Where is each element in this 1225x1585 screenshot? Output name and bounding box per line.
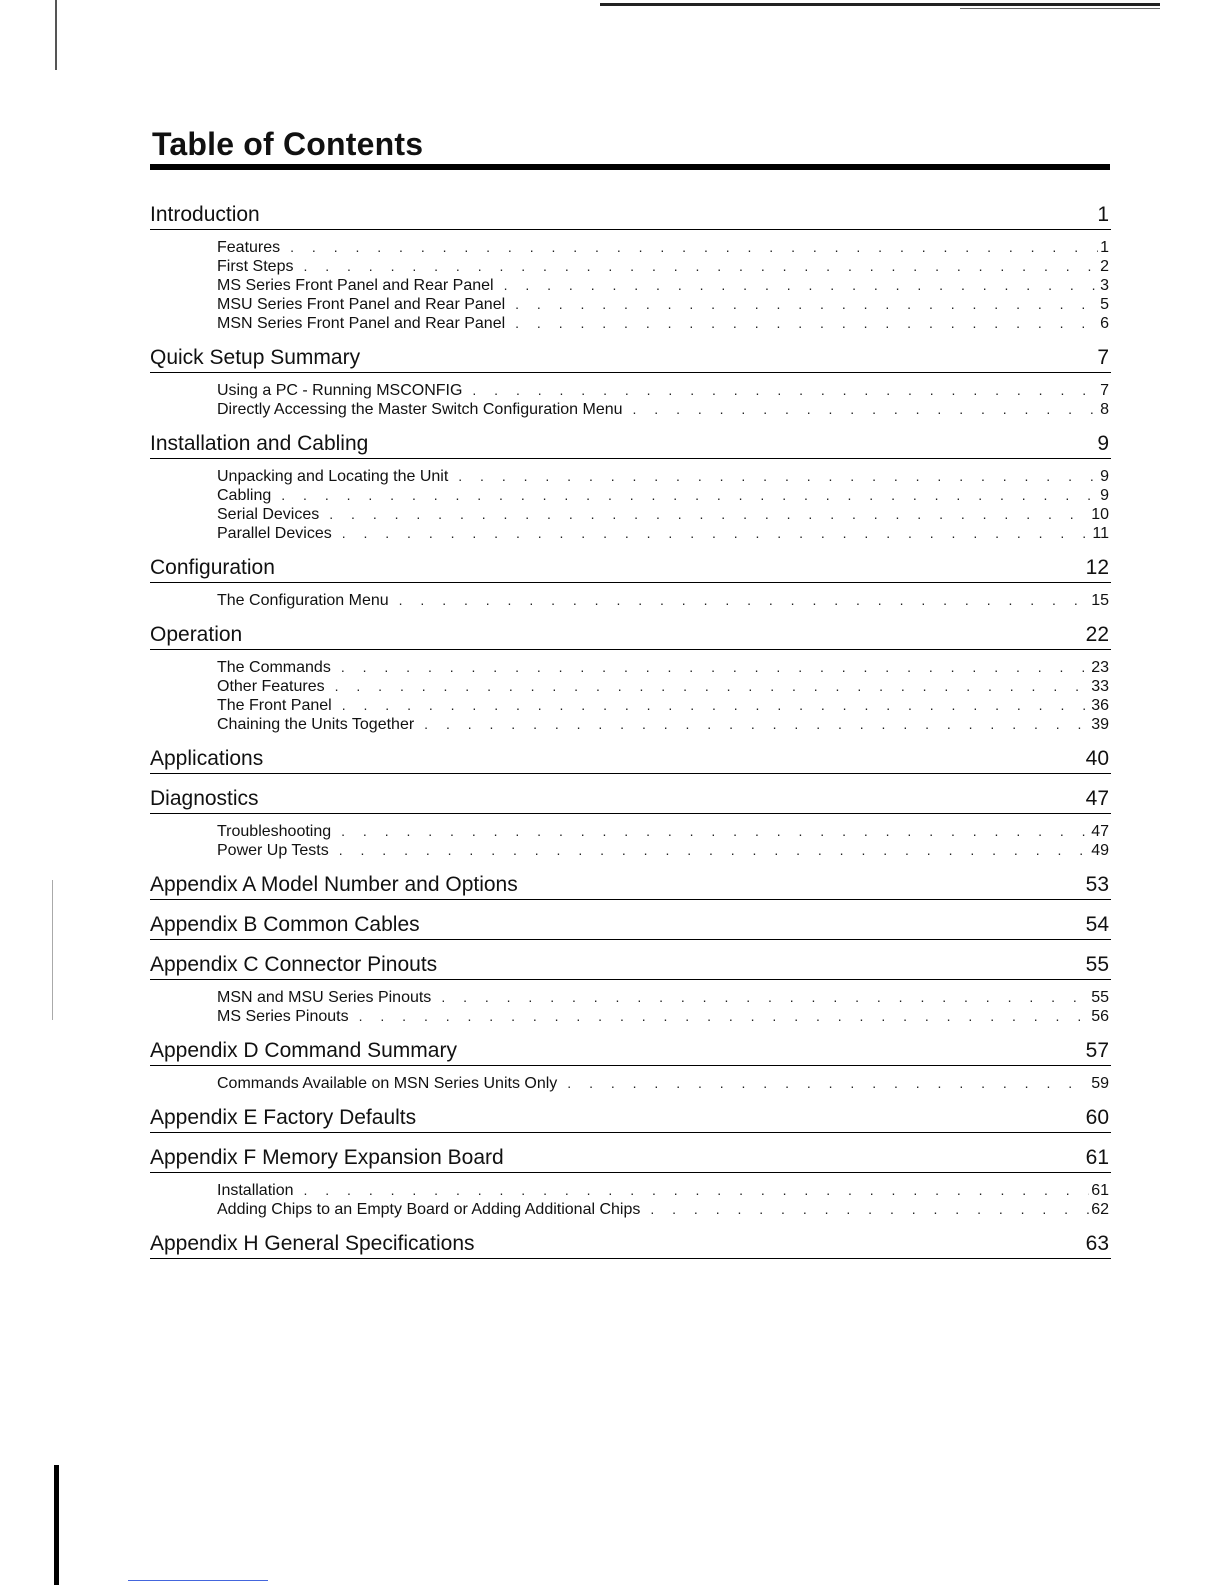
toc-entry[interactable]	[217, 696, 1111, 715]
toc-entry[interactable]	[217, 822, 1111, 841]
scan-margin-line	[55, 0, 57, 70]
toc-section	[150, 343, 1111, 419]
toc-section	[150, 950, 1111, 1026]
section-heading[interactable]	[150, 429, 1111, 459]
entry-label: MSN and MSU Series Pinouts	[217, 989, 432, 1006]
entry-label: MSU Series Front Panel and Rear Panel	[217, 296, 506, 313]
section-page-number: 7	[1097, 346, 1109, 369]
entry-page-number: 3	[1100, 277, 1109, 294]
section-title: Configuration	[150, 556, 275, 579]
section-heading[interactable]	[150, 1229, 1111, 1259]
entry-page-number: 5	[1100, 296, 1109, 313]
section-page-number: 22	[1085, 623, 1109, 646]
entry-label: Commands Available on MSN Series Units Only	[217, 1075, 558, 1092]
toc-entry[interactable]	[217, 467, 1111, 486]
section-page-number: 55	[1085, 953, 1109, 976]
entry-page-number: 1	[1100, 239, 1109, 256]
section-title: Diagnostics	[150, 787, 259, 810]
section-heading[interactable]	[150, 910, 1111, 940]
scan-bottom-mark	[128, 1580, 268, 1581]
section-page-number: 61	[1085, 1146, 1109, 1169]
section-title: Operation	[150, 623, 243, 646]
scan-top-edge-secondary	[960, 8, 1160, 9]
toc-entry[interactable]	[217, 1181, 1111, 1200]
dot-leader	[342, 524, 1091, 543]
entry-page-number: 11	[1092, 525, 1109, 542]
entry-page-number: 59	[1091, 1075, 1109, 1092]
section-page-number: 53	[1085, 873, 1109, 896]
toc-entry[interactable]	[217, 257, 1111, 276]
section-title: Appendix C Connector Pinouts	[150, 953, 438, 976]
entry-page-number: 6	[1100, 315, 1109, 332]
entry-label: Installation	[217, 1182, 294, 1199]
dot-leader	[341, 658, 1089, 677]
dot-leader	[359, 1007, 1090, 1026]
entry-label: Features	[217, 239, 281, 256]
dot-leader	[303, 257, 1098, 276]
entry-label: The Front Panel	[217, 697, 332, 714]
entry-label: MS Series Front Panel and Rear Panel	[217, 277, 494, 294]
entry-label: MS Series Pinouts	[217, 1008, 349, 1025]
section-page-number: 57	[1085, 1039, 1109, 1062]
section-title: Applications	[150, 747, 264, 770]
dot-leader	[339, 841, 1089, 860]
entry-label: Unpacking and Locating the Unit	[217, 468, 449, 485]
section-title: Appendix E Factory Defaults	[150, 1106, 417, 1129]
entry-page-number: 56	[1091, 1008, 1109, 1025]
section-page-number: 12	[1085, 556, 1109, 579]
entry-label: Chaining the Units Together	[217, 716, 415, 733]
section-page-number: 54	[1085, 913, 1109, 936]
toc-section	[150, 200, 1111, 333]
section-page-number: 60	[1085, 1106, 1109, 1129]
toc-section	[150, 1036, 1111, 1093]
entry-page-number: 8	[1100, 401, 1109, 418]
toc-entry[interactable]	[217, 295, 1111, 314]
entry-label: Cabling	[217, 487, 272, 504]
section-heading[interactable]	[150, 1103, 1111, 1133]
dot-leader	[304, 1181, 1090, 1200]
dot-leader	[441, 988, 1089, 1007]
section-title: Quick Setup Summary	[150, 346, 361, 369]
dot-leader	[281, 486, 1098, 505]
dot-leader	[341, 822, 1089, 841]
entry-list	[150, 467, 1111, 543]
section-title: Appendix H General Specifications	[150, 1232, 475, 1255]
dot-leader	[424, 715, 1089, 734]
toc-entry[interactable]	[217, 591, 1111, 610]
section-page-number: 40	[1085, 747, 1109, 770]
toc-entry[interactable]	[217, 381, 1111, 400]
entry-label: Adding Chips to an Empty Board or Adding Additional Chips	[217, 1201, 641, 1218]
table-of-contents	[150, 200, 1111, 1269]
section-page-number: 47	[1085, 787, 1109, 810]
entry-page-number: 7	[1100, 382, 1109, 399]
toc-entry[interactable]	[217, 658, 1111, 677]
toc-entry[interactable]	[217, 238, 1111, 257]
entry-page-number: 10	[1091, 506, 1109, 523]
toc-section	[150, 620, 1111, 734]
toc-section	[150, 784, 1111, 860]
dot-leader	[633, 400, 1099, 419]
toc-entry[interactable]	[217, 505, 1111, 524]
toc-entry[interactable]	[217, 677, 1111, 696]
toc-entry[interactable]	[217, 715, 1111, 734]
entry-page-number: 9	[1100, 468, 1109, 485]
toc-entry[interactable]	[217, 314, 1111, 333]
section-title: Installation and Cabling	[150, 432, 369, 455]
entry-label: Using a PC - Running MSCONFIG	[217, 382, 463, 399]
entry-list	[150, 988, 1111, 1026]
toc-section	[150, 1229, 1111, 1259]
toc-entry[interactable]	[217, 486, 1111, 505]
section-heading[interactable]	[150, 343, 1111, 373]
section-heading[interactable]	[150, 1036, 1111, 1066]
dot-leader	[515, 295, 1098, 314]
section-page-number: 63	[1085, 1232, 1109, 1255]
section-heading[interactable]	[150, 950, 1111, 980]
entry-label: Other Features	[217, 678, 325, 695]
entry-label: First Steps	[217, 258, 294, 275]
title-rule	[150, 164, 1110, 170]
section-title: Appendix B Common Cables	[150, 913, 420, 936]
entry-page-number: 39	[1091, 716, 1109, 733]
entry-page-number: 55	[1091, 989, 1109, 1006]
entry-page-number: 61	[1091, 1182, 1109, 1199]
toc-entry[interactable]	[217, 841, 1111, 860]
dot-leader	[567, 1074, 1089, 1093]
section-heading[interactable]	[150, 784, 1111, 814]
entry-page-number: 15	[1091, 592, 1109, 609]
section-heading[interactable]	[150, 744, 1111, 774]
section-heading[interactable]	[150, 553, 1111, 583]
entry-list	[150, 381, 1111, 419]
toc-section	[150, 553, 1111, 610]
toc-section	[150, 1143, 1111, 1219]
entry-page-number: 33	[1091, 678, 1109, 695]
section-title: Introduction	[150, 203, 260, 226]
entry-label: Parallel Devices	[217, 525, 332, 542]
toc-entry[interactable]	[217, 524, 1111, 543]
dot-leader	[335, 677, 1090, 696]
scan-binding-mark	[54, 1465, 59, 1585]
entry-page-number: 2	[1100, 258, 1109, 275]
toc-entry[interactable]	[217, 1007, 1111, 1026]
toc-entry[interactable]	[217, 1074, 1111, 1093]
entry-label: Troubleshooting	[217, 823, 332, 840]
entry-label: The Configuration Menu	[217, 592, 389, 609]
entry-list	[150, 658, 1111, 734]
entry-page-number: 23	[1091, 659, 1109, 676]
toc-section	[150, 744, 1111, 774]
toc-entry[interactable]	[217, 400, 1111, 419]
entry-label: Directly Accessing the Master Switch Configuration Menu	[217, 401, 623, 418]
entry-label: Serial Devices	[217, 506, 320, 523]
entry-page-number: 36	[1091, 697, 1109, 714]
dot-leader	[504, 276, 1099, 295]
section-heading[interactable]	[150, 870, 1111, 900]
section-heading[interactable]	[150, 200, 1111, 230]
entry-label: Power Up Tests	[217, 842, 329, 859]
entry-page-number: 49	[1091, 842, 1109, 859]
dot-leader	[342, 696, 1089, 715]
dot-leader	[290, 238, 1098, 257]
toc-entry[interactable]	[217, 276, 1111, 295]
entry-page-number: 47	[1091, 823, 1109, 840]
dot-leader	[329, 505, 1089, 524]
section-title: Appendix F Memory Expansion Board	[150, 1146, 504, 1169]
dot-leader	[458, 467, 1098, 486]
scan-left-mark	[52, 880, 53, 1020]
dot-leader	[650, 1200, 1089, 1219]
entry-label: The Commands	[217, 659, 331, 676]
dot-leader	[399, 591, 1090, 610]
entry-page-number: 62	[1091, 1201, 1109, 1218]
section-heading[interactable]	[150, 1143, 1111, 1173]
scan-top-edge	[600, 3, 1160, 6]
section-title: Appendix D Command Summary	[150, 1039, 457, 1062]
entry-label: MSN Series Front Panel and Rear Panel	[217, 315, 506, 332]
entry-list	[150, 822, 1111, 860]
page-title: Table of Contents	[152, 126, 424, 162]
entry-list	[150, 1181, 1111, 1219]
toc-section	[150, 429, 1111, 543]
section-heading[interactable]	[150, 620, 1111, 650]
entry-page-number: 9	[1100, 487, 1109, 504]
toc-entry[interactable]	[217, 1200, 1111, 1219]
section-page-number: 1	[1097, 203, 1109, 226]
entry-list	[150, 238, 1111, 333]
section-page-number: 9	[1097, 432, 1109, 455]
entry-list	[150, 1074, 1111, 1093]
toc-section	[150, 1103, 1111, 1133]
section-title: Appendix A Model Number and Options	[150, 873, 518, 896]
entry-list	[150, 591, 1111, 610]
toc-entry[interactable]	[217, 988, 1111, 1007]
toc-section	[150, 870, 1111, 900]
dot-leader	[472, 381, 1098, 400]
dot-leader	[515, 314, 1098, 333]
toc-section	[150, 910, 1111, 940]
